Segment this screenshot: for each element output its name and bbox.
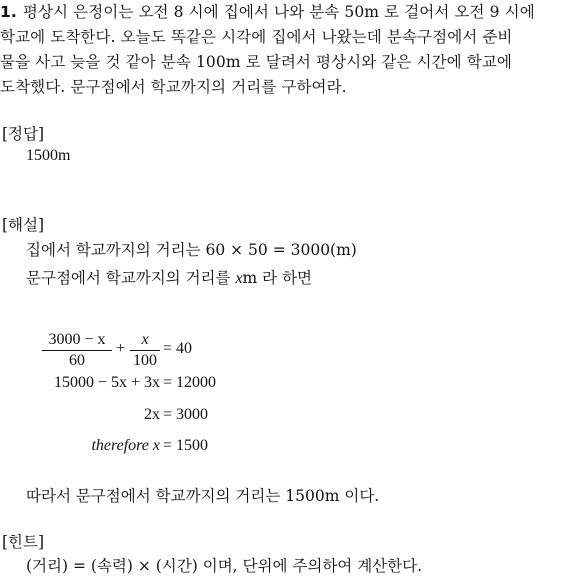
question-number: 1. bbox=[0, 3, 17, 21]
plus-sign: + bbox=[116, 340, 126, 357]
solution-line-2 bbox=[26, 266, 312, 288]
problem-line-3: 물을 사고 늦을 것 같아 분속 100m 로 달려서 평상시와 같은 시간에 학교에 bbox=[0, 53, 512, 71]
solution-line-2-pre: 문구점에서 학교까지의 거리를 bbox=[26, 269, 236, 287]
equation-2-rhs: = 12000 bbox=[163, 374, 217, 391]
hint-text: (거리) = (속력) × (시간) 이며, 단위에 주의하여 계산한다. bbox=[26, 557, 423, 575]
answer-label: [정답] bbox=[2, 125, 45, 143]
fraction-1-numerator: 3000 − x bbox=[42, 330, 112, 351]
fraction-1 bbox=[42, 330, 112, 371]
solution-line-1: 집에서 학교까지의 거리는 60 × 50 = 3000(m) bbox=[26, 241, 357, 259]
variable-x: x bbox=[235, 270, 243, 287]
equation-3-lhs: 2x bbox=[144, 406, 160, 423]
equation-3-rhs: = 3000 bbox=[163, 406, 209, 423]
equation-4-rhs: = 1500 bbox=[163, 437, 209, 454]
solution-label: [해설] bbox=[2, 216, 45, 234]
equation-2-lhs: 15000 − 5x + 3x bbox=[53, 374, 160, 391]
fraction-2-denominator: 100 bbox=[133, 352, 157, 369]
problem-line-1 bbox=[0, 0, 535, 22]
problem-line-4: 도착했다. 문구점에서 학교까지의 거리를 구하여라. bbox=[0, 78, 347, 96]
equation-1-rhs: = 40 bbox=[163, 340, 193, 357]
answer-value: 1500m bbox=[26, 147, 71, 164]
equation-4-lhs: therefore x bbox=[91, 437, 160, 454]
solution-conclusion: 따라서 문구점에서 학교까지의 거리는 1500m 이다. bbox=[26, 487, 380, 505]
hint-label: [힌트] bbox=[2, 533, 45, 551]
fraction-2 bbox=[130, 330, 160, 371]
solution-line-2-post: m 라 하면 bbox=[242, 269, 313, 287]
fraction-1-denominator: 60 bbox=[69, 352, 85, 369]
problem-text-1: 평상시 은정이는 오전 8 시에 집에서 나와 분속 50m 로 걸어서 오전 9 시에 bbox=[22, 3, 535, 21]
problem-line-2: 학교에 도착한다. 오늘도 똑같은 시각에 집에서 나왔는데 분속구점에서 준비 bbox=[0, 28, 513, 46]
fraction-2-numerator: x bbox=[130, 330, 160, 351]
